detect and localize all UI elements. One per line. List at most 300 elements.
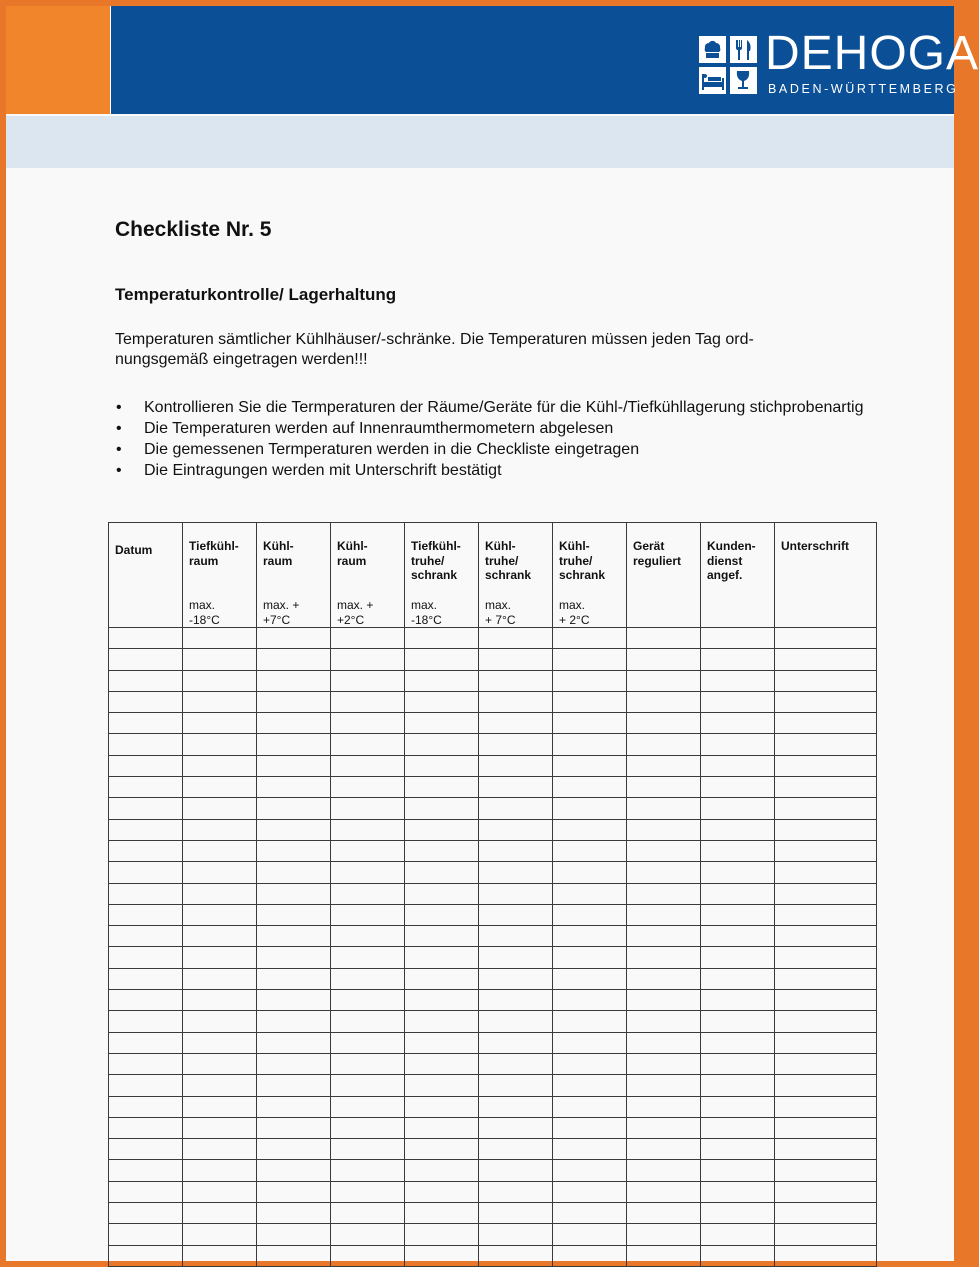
entry-cell[interactable] <box>183 691 257 712</box>
entry-cell[interactable] <box>109 1075 183 1096</box>
entry-cell[interactable] <box>553 1245 627 1266</box>
entry-cell[interactable] <box>627 628 701 649</box>
entry-cell[interactable] <box>405 755 479 776</box>
entry-cell[interactable] <box>627 968 701 989</box>
entry-cell[interactable] <box>109 1224 183 1245</box>
entry-cell[interactable] <box>553 1160 627 1181</box>
entry-cell[interactable] <box>257 1224 331 1245</box>
entry-cell[interactable] <box>701 1139 775 1160</box>
entry-cell[interactable] <box>553 968 627 989</box>
entry-cell[interactable] <box>109 1245 183 1266</box>
entry-cell[interactable] <box>627 1032 701 1053</box>
entry-cell[interactable] <box>183 1096 257 1117</box>
entry-cell[interactable] <box>627 691 701 712</box>
entry-cell[interactable] <box>479 1032 553 1053</box>
entry-cell[interactable] <box>553 819 627 840</box>
entry-cell[interactable] <box>553 840 627 861</box>
entry-cell[interactable] <box>257 1139 331 1160</box>
entry-cell[interactable] <box>627 947 701 968</box>
entry-cell[interactable] <box>109 968 183 989</box>
entry-cell[interactable] <box>701 1224 775 1245</box>
entry-cell[interactable] <box>627 904 701 925</box>
entry-cell[interactable] <box>257 649 331 670</box>
entry-cell[interactable] <box>627 777 701 798</box>
entry-cell[interactable] <box>183 649 257 670</box>
entry-cell[interactable] <box>331 1096 405 1117</box>
entry-cell[interactable] <box>183 1245 257 1266</box>
entry-cell[interactable] <box>701 968 775 989</box>
entry-cell[interactable] <box>479 777 553 798</box>
entry-cell[interactable] <box>257 628 331 649</box>
entry-cell[interactable] <box>183 904 257 925</box>
entry-cell[interactable] <box>701 862 775 883</box>
entry-cell[interactable] <box>257 904 331 925</box>
entry-cell[interactable] <box>109 649 183 670</box>
entry-cell[interactable] <box>109 1203 183 1224</box>
entry-cell[interactable] <box>183 1224 257 1245</box>
entry-cell[interactable] <box>183 990 257 1011</box>
entry-cell[interactable] <box>701 990 775 1011</box>
entry-cell[interactable] <box>627 713 701 734</box>
entry-cell[interactable] <box>405 883 479 904</box>
entry-cell[interactable] <box>331 734 405 755</box>
entry-cell[interactable] <box>479 691 553 712</box>
entry-cell[interactable] <box>479 1245 553 1266</box>
entry-cell[interactable] <box>109 777 183 798</box>
entry-cell[interactable] <box>183 1053 257 1074</box>
entry-cell[interactable] <box>405 862 479 883</box>
entry-cell[interactable] <box>701 1096 775 1117</box>
entry-cell[interactable] <box>405 691 479 712</box>
entry-cell[interactable] <box>257 968 331 989</box>
entry-cell[interactable] <box>257 1181 331 1202</box>
entry-cell[interactable] <box>701 649 775 670</box>
entry-cell[interactable] <box>109 691 183 712</box>
entry-cell[interactable] <box>331 990 405 1011</box>
entry-cell[interactable] <box>701 840 775 861</box>
entry-cell[interactable] <box>553 862 627 883</box>
entry-cell[interactable] <box>479 628 553 649</box>
entry-cell[interactable] <box>553 926 627 947</box>
entry-cell[interactable] <box>183 628 257 649</box>
entry-cell[interactable] <box>331 649 405 670</box>
entry-cell[interactable] <box>331 840 405 861</box>
entry-cell[interactable] <box>553 1203 627 1224</box>
entry-cell[interactable] <box>331 883 405 904</box>
entry-cell[interactable] <box>405 798 479 819</box>
entry-cell[interactable] <box>701 755 775 776</box>
entry-cell[interactable] <box>627 840 701 861</box>
entry-cell[interactable] <box>627 798 701 819</box>
entry-cell[interactable] <box>109 819 183 840</box>
entry-cell[interactable] <box>553 1053 627 1074</box>
entry-cell[interactable] <box>257 1075 331 1096</box>
entry-cell[interactable] <box>405 1032 479 1053</box>
entry-cell[interactable] <box>183 1160 257 1181</box>
entry-cell[interactable] <box>701 734 775 755</box>
entry-cell[interactable] <box>701 798 775 819</box>
entry-cell[interactable] <box>775 734 877 755</box>
entry-cell[interactable] <box>553 1117 627 1138</box>
entry-cell[interactable] <box>257 798 331 819</box>
entry-cell[interactable] <box>405 1181 479 1202</box>
entry-cell[interactable] <box>257 755 331 776</box>
entry-cell[interactable] <box>775 819 877 840</box>
entry-cell[interactable] <box>183 883 257 904</box>
entry-cell[interactable] <box>109 904 183 925</box>
entry-cell[interactable] <box>553 755 627 776</box>
entry-cell[interactable] <box>479 904 553 925</box>
entry-cell[interactable] <box>183 926 257 947</box>
entry-cell[interactable] <box>405 713 479 734</box>
entry-cell[interactable] <box>331 670 405 691</box>
entry-cell[interactable] <box>775 1053 877 1074</box>
entry-cell[interactable] <box>701 947 775 968</box>
entry-cell[interactable] <box>701 1245 775 1266</box>
entry-cell[interactable] <box>479 862 553 883</box>
entry-cell[interactable] <box>701 883 775 904</box>
entry-cell[interactable] <box>331 628 405 649</box>
entry-cell[interactable] <box>183 1011 257 1032</box>
entry-cell[interactable] <box>479 1139 553 1160</box>
entry-cell[interactable] <box>775 840 877 861</box>
entry-cell[interactable] <box>331 1203 405 1224</box>
entry-cell[interactable] <box>553 777 627 798</box>
entry-cell[interactable] <box>627 883 701 904</box>
entry-cell[interactable] <box>479 819 553 840</box>
entry-cell[interactable] <box>331 1032 405 1053</box>
entry-cell[interactable] <box>627 1245 701 1266</box>
entry-cell[interactable] <box>405 1053 479 1074</box>
entry-cell[interactable] <box>257 1117 331 1138</box>
entry-cell[interactable] <box>553 1096 627 1117</box>
entry-cell[interactable] <box>331 862 405 883</box>
entry-cell[interactable] <box>109 883 183 904</box>
entry-cell[interactable] <box>405 840 479 861</box>
entry-cell[interactable] <box>331 691 405 712</box>
entry-cell[interactable] <box>257 990 331 1011</box>
entry-cell[interactable] <box>257 1203 331 1224</box>
entry-cell[interactable] <box>479 947 553 968</box>
entry-cell[interactable] <box>553 904 627 925</box>
entry-cell[interactable] <box>109 840 183 861</box>
entry-cell[interactable] <box>109 990 183 1011</box>
entry-cell[interactable] <box>405 1096 479 1117</box>
entry-cell[interactable] <box>701 1181 775 1202</box>
entry-cell[interactable] <box>627 1203 701 1224</box>
entry-cell[interactable] <box>775 904 877 925</box>
entry-cell[interactable] <box>257 1245 331 1266</box>
entry-cell[interactable] <box>479 713 553 734</box>
entry-cell[interactable] <box>331 968 405 989</box>
entry-cell[interactable] <box>109 1181 183 1202</box>
entry-cell[interactable] <box>405 628 479 649</box>
entry-cell[interactable] <box>701 904 775 925</box>
entry-cell[interactable] <box>775 990 877 1011</box>
entry-cell[interactable] <box>627 1117 701 1138</box>
entry-cell[interactable] <box>479 990 553 1011</box>
entry-cell[interactable] <box>109 734 183 755</box>
entry-cell[interactable] <box>775 670 877 691</box>
entry-cell[interactable] <box>775 1139 877 1160</box>
entry-cell[interactable] <box>405 926 479 947</box>
entry-cell[interactable] <box>405 734 479 755</box>
entry-cell[interactable] <box>405 819 479 840</box>
entry-cell[interactable] <box>701 628 775 649</box>
entry-cell[interactable] <box>479 755 553 776</box>
entry-cell[interactable] <box>775 777 877 798</box>
entry-cell[interactable] <box>479 734 553 755</box>
entry-cell[interactable] <box>257 1053 331 1074</box>
entry-cell[interactable] <box>109 1096 183 1117</box>
entry-cell[interactable] <box>109 713 183 734</box>
entry-cell[interactable] <box>331 1053 405 1074</box>
entry-cell[interactable] <box>553 670 627 691</box>
entry-cell[interactable] <box>701 1011 775 1032</box>
entry-cell[interactable] <box>183 1139 257 1160</box>
entry-cell[interactable] <box>109 628 183 649</box>
entry-cell[interactable] <box>405 1224 479 1245</box>
entry-cell[interactable] <box>183 777 257 798</box>
entry-cell[interactable] <box>553 734 627 755</box>
entry-cell[interactable] <box>183 968 257 989</box>
entry-cell[interactable] <box>775 926 877 947</box>
entry-cell[interactable] <box>775 649 877 670</box>
entry-cell[interactable] <box>183 755 257 776</box>
entry-cell[interactable] <box>775 883 877 904</box>
entry-cell[interactable] <box>775 1096 877 1117</box>
entry-cell[interactable] <box>183 670 257 691</box>
entry-cell[interactable] <box>109 947 183 968</box>
entry-cell[interactable] <box>775 862 877 883</box>
entry-cell[interactable] <box>405 1117 479 1138</box>
entry-cell[interactable] <box>257 1160 331 1181</box>
entry-cell[interactable] <box>775 1203 877 1224</box>
entry-cell[interactable] <box>627 862 701 883</box>
entry-cell[interactable] <box>183 1032 257 1053</box>
entry-cell[interactable] <box>775 1117 877 1138</box>
entry-cell[interactable] <box>553 691 627 712</box>
entry-cell[interactable] <box>775 713 877 734</box>
entry-cell[interactable] <box>405 1245 479 1266</box>
entry-cell[interactable] <box>331 926 405 947</box>
entry-cell[interactable] <box>331 947 405 968</box>
entry-cell[interactable] <box>405 649 479 670</box>
entry-cell[interactable] <box>109 670 183 691</box>
entry-cell[interactable] <box>627 1224 701 1245</box>
entry-cell[interactable] <box>257 883 331 904</box>
entry-cell[interactable] <box>109 1011 183 1032</box>
entry-cell[interactable] <box>775 1032 877 1053</box>
entry-cell[interactable] <box>701 1160 775 1181</box>
entry-cell[interactable] <box>183 1075 257 1096</box>
entry-cell[interactable] <box>405 990 479 1011</box>
entry-cell[interactable] <box>553 1139 627 1160</box>
entry-cell[interactable] <box>701 691 775 712</box>
entry-cell[interactable] <box>257 777 331 798</box>
entry-cell[interactable] <box>257 713 331 734</box>
entry-cell[interactable] <box>183 819 257 840</box>
entry-cell[interactable] <box>553 1224 627 1245</box>
entry-cell[interactable] <box>627 1075 701 1096</box>
entry-cell[interactable] <box>775 755 877 776</box>
entry-cell[interactable] <box>109 1139 183 1160</box>
entry-cell[interactable] <box>405 1160 479 1181</box>
entry-cell[interactable] <box>183 947 257 968</box>
entry-cell[interactable] <box>479 1203 553 1224</box>
entry-cell[interactable] <box>331 1160 405 1181</box>
entry-cell[interactable] <box>701 926 775 947</box>
entry-cell[interactable] <box>109 1117 183 1138</box>
entry-cell[interactable] <box>775 1181 877 1202</box>
entry-cell[interactable] <box>183 713 257 734</box>
entry-cell[interactable] <box>183 1117 257 1138</box>
entry-cell[interactable] <box>109 1053 183 1074</box>
entry-cell[interactable] <box>257 1011 331 1032</box>
entry-cell[interactable] <box>109 798 183 819</box>
entry-cell[interactable] <box>553 1011 627 1032</box>
entry-cell[interactable] <box>479 926 553 947</box>
entry-cell[interactable] <box>553 1032 627 1053</box>
entry-cell[interactable] <box>775 1224 877 1245</box>
entry-cell[interactable] <box>331 1117 405 1138</box>
entry-cell[interactable] <box>553 713 627 734</box>
entry-cell[interactable] <box>257 1032 331 1053</box>
entry-cell[interactable] <box>405 947 479 968</box>
entry-cell[interactable] <box>775 798 877 819</box>
entry-cell[interactable] <box>257 734 331 755</box>
entry-cell[interactable] <box>331 777 405 798</box>
entry-cell[interactable] <box>331 904 405 925</box>
entry-cell[interactable] <box>479 1096 553 1117</box>
entry-cell[interactable] <box>627 755 701 776</box>
entry-cell[interactable] <box>331 819 405 840</box>
entry-cell[interactable] <box>701 1075 775 1096</box>
entry-cell[interactable] <box>331 1224 405 1245</box>
entry-cell[interactable] <box>553 1075 627 1096</box>
entry-cell[interactable] <box>109 1160 183 1181</box>
entry-cell[interactable] <box>627 1139 701 1160</box>
entry-cell[interactable] <box>775 1075 877 1096</box>
entry-cell[interactable] <box>479 670 553 691</box>
entry-cell[interactable] <box>701 1117 775 1138</box>
entry-cell[interactable] <box>775 1160 877 1181</box>
entry-cell[interactable] <box>331 1011 405 1032</box>
entry-cell[interactable] <box>257 1096 331 1117</box>
entry-cell[interactable] <box>701 1032 775 1053</box>
entry-cell[interactable] <box>775 947 877 968</box>
entry-cell[interactable] <box>553 883 627 904</box>
entry-cell[interactable] <box>479 1181 553 1202</box>
entry-cell[interactable] <box>331 1075 405 1096</box>
entry-cell[interactable] <box>701 1053 775 1074</box>
entry-cell[interactable] <box>257 926 331 947</box>
entry-cell[interactable] <box>405 670 479 691</box>
entry-cell[interactable] <box>109 755 183 776</box>
entry-cell[interactable] <box>405 1139 479 1160</box>
entry-cell[interactable] <box>553 990 627 1011</box>
entry-cell[interactable] <box>627 1181 701 1202</box>
entry-cell[interactable] <box>257 670 331 691</box>
entry-cell[interactable] <box>331 1139 405 1160</box>
entry-cell[interactable] <box>257 840 331 861</box>
entry-cell[interactable] <box>331 1245 405 1266</box>
entry-cell[interactable] <box>479 840 553 861</box>
entry-cell[interactable] <box>257 819 331 840</box>
entry-cell[interactable] <box>627 926 701 947</box>
entry-cell[interactable] <box>183 734 257 755</box>
entry-cell[interactable] <box>627 1096 701 1117</box>
entry-cell[interactable] <box>701 777 775 798</box>
entry-cell[interactable] <box>701 819 775 840</box>
entry-cell[interactable] <box>257 862 331 883</box>
entry-cell[interactable] <box>479 883 553 904</box>
entry-cell[interactable] <box>479 1011 553 1032</box>
entry-cell[interactable] <box>627 819 701 840</box>
entry-cell[interactable] <box>775 1245 877 1266</box>
entry-cell[interactable] <box>627 1011 701 1032</box>
entry-cell[interactable] <box>405 968 479 989</box>
entry-cell[interactable] <box>183 798 257 819</box>
entry-cell[interactable] <box>331 798 405 819</box>
entry-cell[interactable] <box>183 1203 257 1224</box>
entry-cell[interactable] <box>775 968 877 989</box>
entry-cell[interactable] <box>627 1160 701 1181</box>
entry-cell[interactable] <box>183 1181 257 1202</box>
entry-cell[interactable] <box>479 1075 553 1096</box>
entry-cell[interactable] <box>109 1032 183 1053</box>
entry-cell[interactable] <box>553 649 627 670</box>
entry-cell[interactable] <box>701 713 775 734</box>
entry-cell[interactable] <box>553 798 627 819</box>
entry-cell[interactable] <box>627 670 701 691</box>
entry-cell[interactable] <box>479 649 553 670</box>
entry-cell[interactable] <box>479 1160 553 1181</box>
entry-cell[interactable] <box>109 926 183 947</box>
entry-cell[interactable] <box>479 798 553 819</box>
entry-cell[interactable] <box>109 862 183 883</box>
entry-cell[interactable] <box>479 968 553 989</box>
entry-cell[interactable] <box>627 649 701 670</box>
entry-cell[interactable] <box>627 990 701 1011</box>
entry-cell[interactable] <box>405 1203 479 1224</box>
entry-cell[interactable] <box>775 691 877 712</box>
entry-cell[interactable] <box>331 713 405 734</box>
entry-cell[interactable] <box>701 670 775 691</box>
entry-cell[interactable] <box>627 734 701 755</box>
entry-cell[interactable] <box>479 1224 553 1245</box>
entry-cell[interactable] <box>405 1011 479 1032</box>
entry-cell[interactable] <box>405 904 479 925</box>
entry-cell[interactable] <box>553 628 627 649</box>
entry-cell[interactable] <box>405 777 479 798</box>
entry-cell[interactable] <box>331 1181 405 1202</box>
entry-cell[interactable] <box>183 840 257 861</box>
entry-cell[interactable] <box>183 862 257 883</box>
entry-cell[interactable] <box>331 755 405 776</box>
entry-cell[interactable] <box>405 1075 479 1096</box>
entry-cell[interactable] <box>627 1053 701 1074</box>
entry-cell[interactable] <box>701 1203 775 1224</box>
entry-cell[interactable] <box>775 1011 877 1032</box>
entry-cell[interactable] <box>257 691 331 712</box>
entry-cell[interactable] <box>553 947 627 968</box>
entry-cell[interactable] <box>553 1181 627 1202</box>
entry-cell[interactable] <box>479 1117 553 1138</box>
entry-cell[interactable] <box>775 628 877 649</box>
entry-cell[interactable] <box>257 947 331 968</box>
entry-cell[interactable] <box>479 1053 553 1074</box>
